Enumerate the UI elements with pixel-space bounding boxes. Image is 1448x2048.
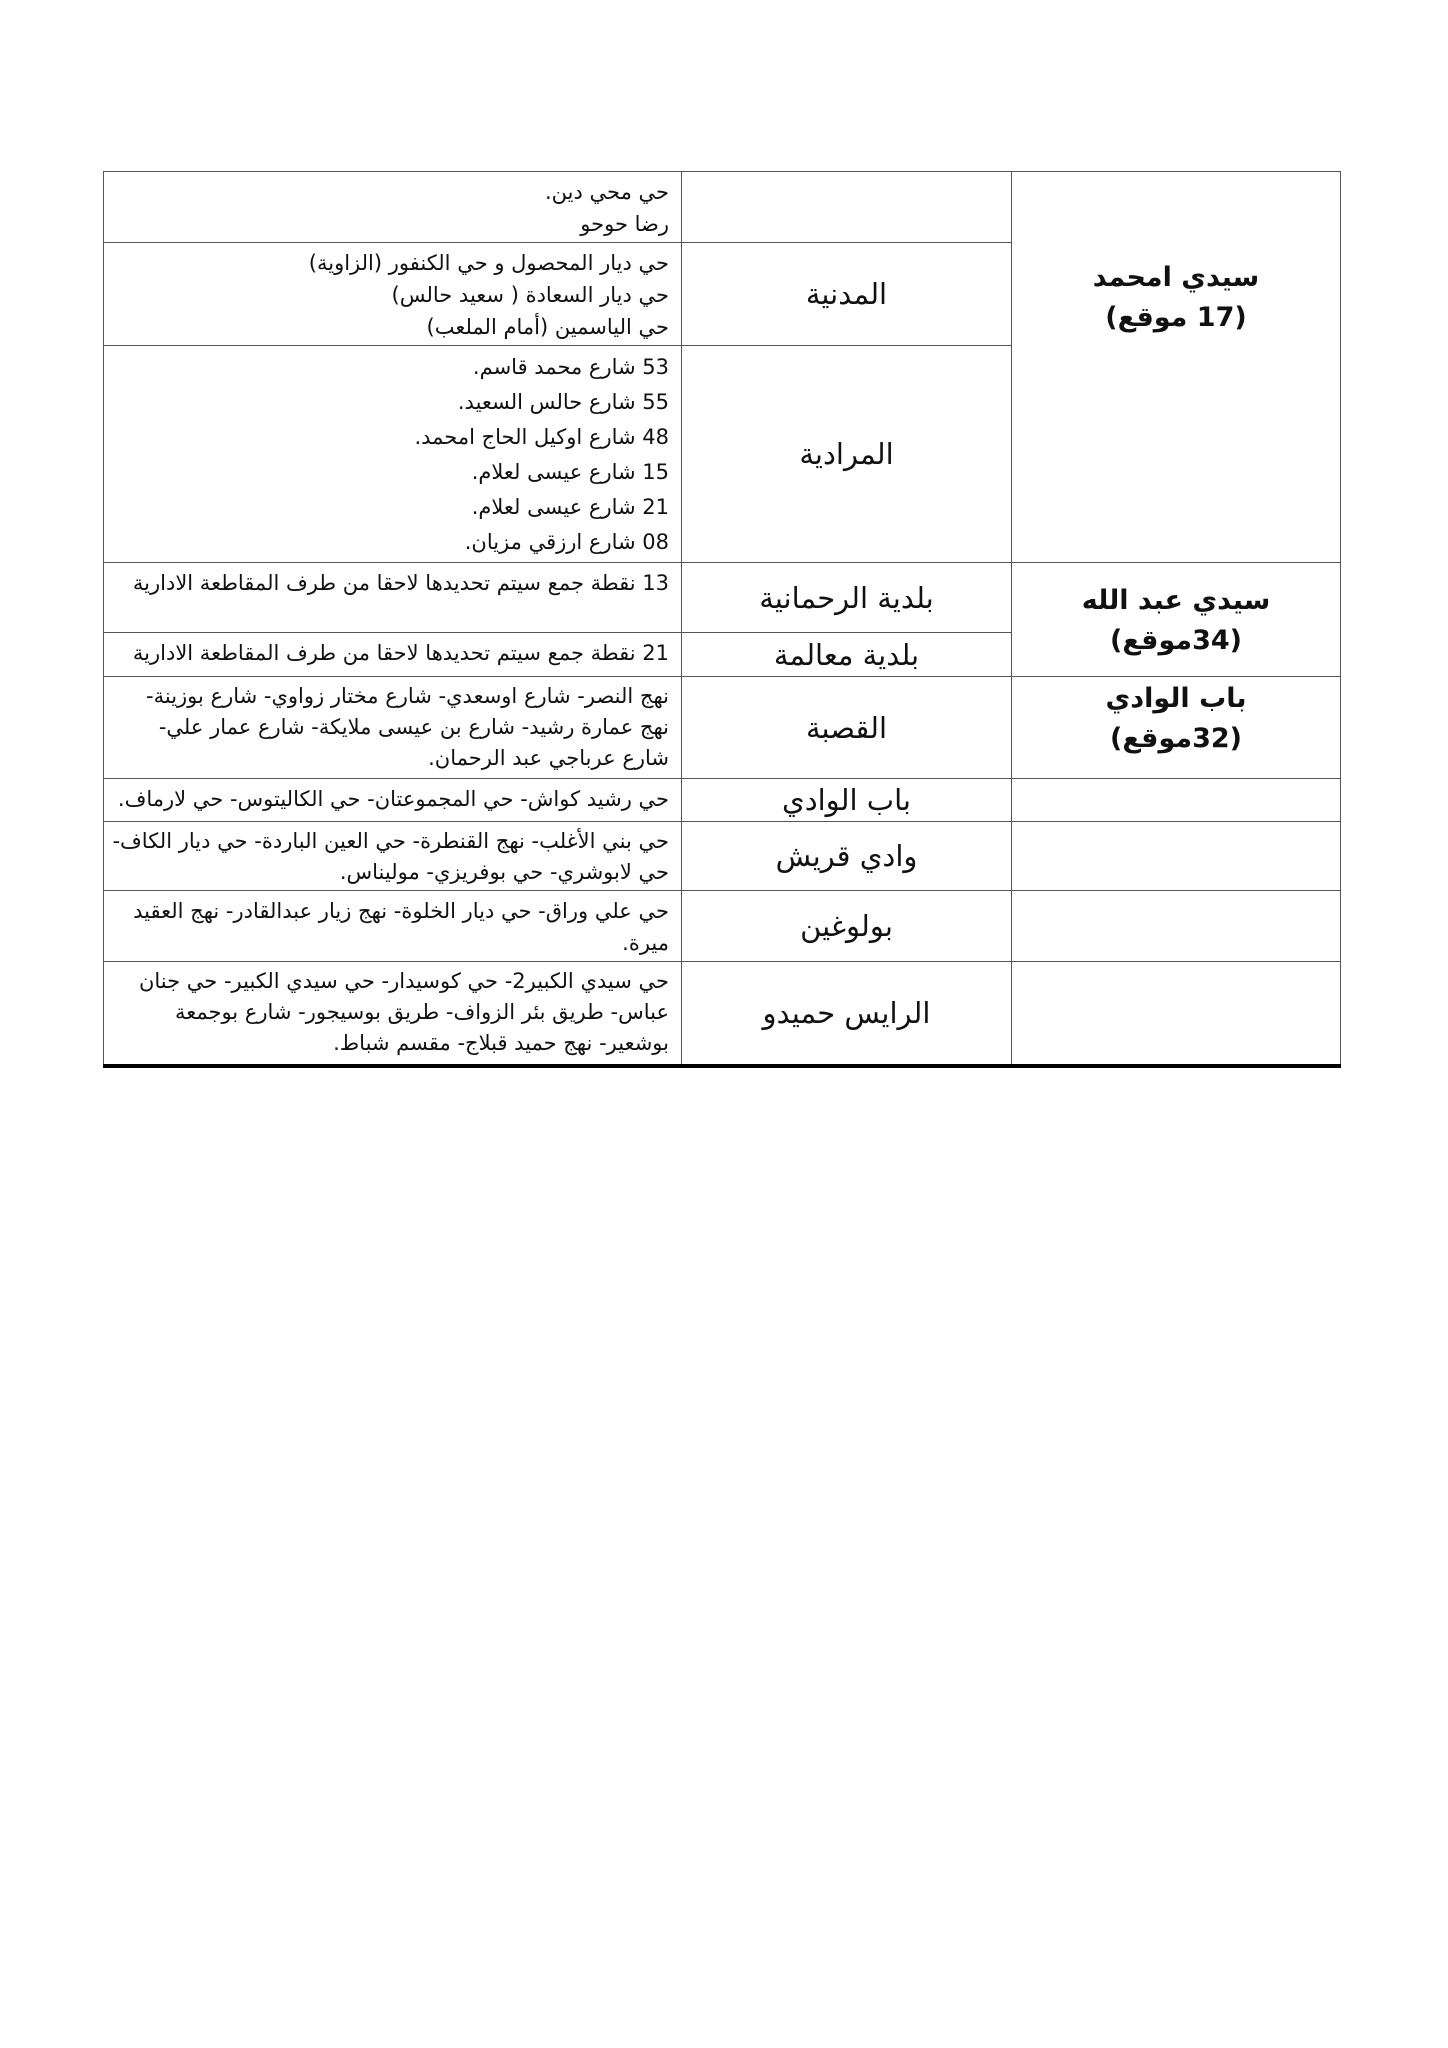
commune-cell: بولوغين xyxy=(682,891,1012,962)
district-cell-sidi-abdellah xyxy=(1012,563,1341,677)
sites-cell xyxy=(104,779,682,822)
site-line: حي ديار المحصول و حي الكنفور (الزاوية) xyxy=(308,251,669,275)
commune-cell: وادي قريش xyxy=(682,822,1012,891)
sites-cell xyxy=(104,172,682,243)
site-line: حي علي وراق- حي ديار الخلوة- نهج زيار عبدالقادر- نهج العقيد ميرة. xyxy=(133,899,669,955)
empty-district-cell xyxy=(1012,779,1341,822)
table-row xyxy=(104,962,1341,1066)
site-line: رضا حوحو xyxy=(580,212,669,236)
sites-cell xyxy=(104,243,682,346)
site-line: حي محي دين. xyxy=(544,180,669,204)
sites-table xyxy=(103,171,1341,1068)
commune-cell: بلدية الرحمانية xyxy=(682,563,1012,633)
commune-cell: الرايس حميدو xyxy=(682,962,1012,1066)
sites-cell xyxy=(104,633,682,677)
table-row xyxy=(104,779,1341,822)
commune-cell: بلدية معالمة xyxy=(682,633,1012,677)
site-line: 21 نقطة جمع سيتم تحديدها لاحقا من طرف المقاطعة الادارية xyxy=(132,641,669,665)
sites-cell xyxy=(104,677,682,779)
district-site-count: (34موقع) xyxy=(1109,625,1243,656)
district-name: باب الوادي xyxy=(1105,683,1247,714)
sites-cell xyxy=(104,891,682,962)
district-site-count: (32موقع) xyxy=(1109,723,1243,754)
district-name: سيدي امحمد xyxy=(1092,262,1260,293)
site-line: حي ديار السعادة ( سعيد حالس) xyxy=(391,283,669,307)
table-row xyxy=(104,677,1341,779)
commune-cell: المرادية xyxy=(682,346,1012,563)
site-line: 15 شارع عيسى لعلام. xyxy=(471,460,669,484)
site-line: 53 شارع محمد قاسم. xyxy=(472,355,669,379)
sites-cell xyxy=(104,962,682,1066)
table-row xyxy=(104,822,1341,891)
site-line: 48 شارع اوكيل الحاج امحمد. xyxy=(414,425,669,449)
site-line: 21 شارع عيسى لعلام. xyxy=(471,495,669,519)
district-cell-bab-el-oued xyxy=(1012,677,1341,779)
table-row xyxy=(104,563,1341,633)
site-line: حي رشيد كواش- حي المجموعتان- حي الكاليتوس- حي لارماف. xyxy=(117,787,669,811)
table-row xyxy=(104,891,1341,962)
site-line: حي الياسمين (أمام الملعب) xyxy=(426,315,669,339)
district-name: سيدي عبد الله xyxy=(1081,585,1271,616)
sites-cell xyxy=(104,346,682,563)
site-line: حي بني الأغلب- نهج القنطرة- حي العين الباردة- حي ديار الكاف- حي لابوشري- حي بوفريزي- موليناس. xyxy=(112,829,669,884)
sites-cell xyxy=(104,563,682,633)
empty-district-cell xyxy=(1012,962,1341,1066)
site-line: نهج النصر- شارع اوسعدي- شارع مختار زواوي- شارع بوزينة- نهج عمارة رشيد- شارع بن عيسى ملايكة- شارع عمار علي- شارع عرباجي عبد الرحمان. xyxy=(146,684,669,770)
site-line: حي سيدي الكبير2- حي كوسيدار- حي سيدي الكبير- حي جنان عباس- طريق بئر الزواف- طريق بوسيجور- شارع بوجمعة بوشعير- نهج حميد قبلاج- مقسم شباط. xyxy=(138,969,669,1055)
commune-cell xyxy=(682,172,1012,243)
site-line: 55 شارع حالس السعيد. xyxy=(457,390,669,414)
site-line: 08 شارع ارزقي مزيان. xyxy=(464,530,669,554)
district-site-count: (17 موقع) xyxy=(1105,302,1247,333)
empty-district-cell xyxy=(1012,822,1341,891)
commune-cell: باب الوادي xyxy=(682,779,1012,822)
commune-cell: القصبة xyxy=(682,677,1012,779)
commune-cell: المدنية xyxy=(682,243,1012,346)
district-cell-sidi-mhamed xyxy=(1012,172,1341,563)
table-row xyxy=(104,172,1341,243)
sites-cell xyxy=(104,822,682,891)
site-line: 13 نقطة جمع سيتم تحديدها لاحقا من طرف المقاطعة الادارية xyxy=(132,571,669,595)
empty-district-cell xyxy=(1012,891,1341,962)
